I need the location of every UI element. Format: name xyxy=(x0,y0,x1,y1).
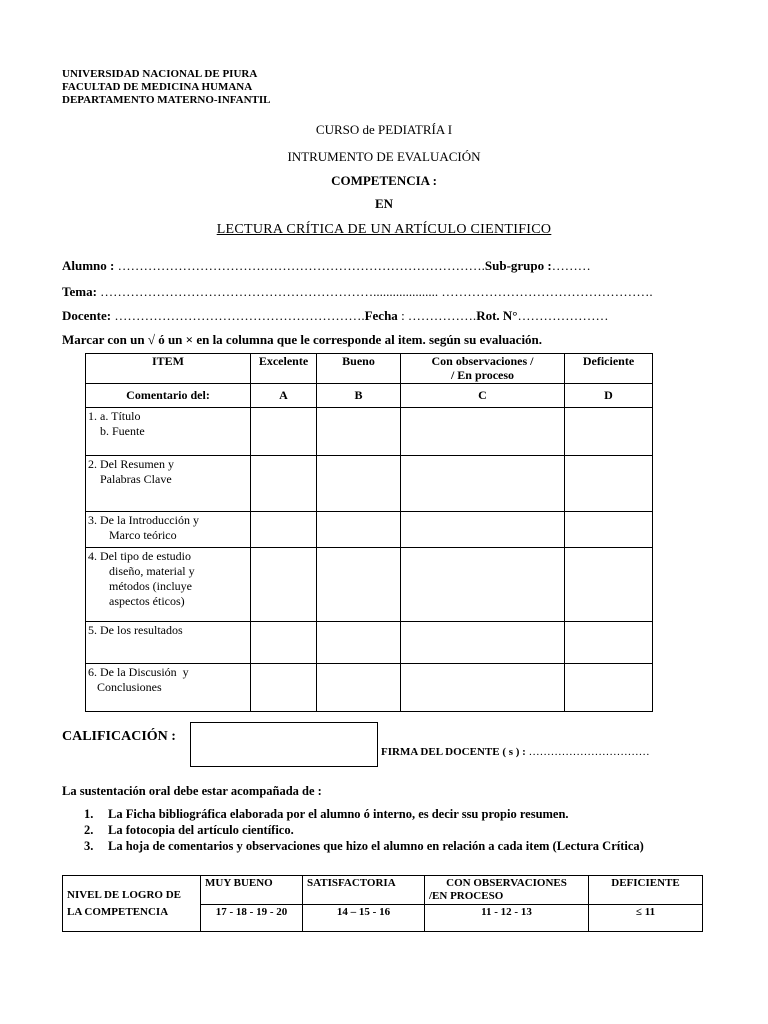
item-text: 1. a. Título xyxy=(88,409,141,423)
nivel-table xyxy=(62,875,703,932)
col-a-header xyxy=(251,354,317,384)
grade-cell-c[interactable] xyxy=(401,408,565,456)
fecha-dots: : ……………. xyxy=(397,308,477,323)
grade-cell-d[interactable] xyxy=(565,456,653,512)
grade-cell-b[interactable] xyxy=(317,622,401,664)
item-text: b. Fuente xyxy=(88,424,145,438)
list-item-number: 2. xyxy=(84,823,94,837)
level-name-line2: /EN PROCESO xyxy=(429,890,504,902)
tema-label: Tema: xyxy=(62,284,97,299)
item-header-cell xyxy=(86,354,251,384)
alumno-label: Alumno : xyxy=(62,258,115,273)
firma-label: FIRMA DEL DOCENTE ( s ) : xyxy=(381,746,526,758)
docente-dots: …………………………………………………. xyxy=(111,308,365,323)
item-text: Palabras Clave xyxy=(88,472,172,486)
item-text: aspectos éticos) xyxy=(88,594,185,608)
sustentacion-text: La sustentación oral debe estar acompañada de : xyxy=(62,784,322,798)
list-item-number: 3. xyxy=(84,839,94,853)
col-a-letter: A xyxy=(251,384,317,408)
item-text: 5. De los resultados xyxy=(88,623,183,637)
grade-cell-a[interactable] xyxy=(251,408,317,456)
item-cell xyxy=(86,456,251,512)
grade-cell-b[interactable] xyxy=(317,548,401,622)
alumno-dots: …………………………………………………………………………. xyxy=(114,258,485,273)
grade-cell-b[interactable] xyxy=(317,512,401,548)
item-text: Marco teórico xyxy=(88,528,177,542)
grade-cell-d[interactable] xyxy=(565,664,653,712)
item-cell xyxy=(86,664,251,712)
grade-cell-c[interactable] xyxy=(401,622,565,664)
col-c-header xyxy=(401,354,565,384)
faculty-name: FACULTAD DE MEDICINA HUMANA xyxy=(62,81,253,93)
grade-cell-d[interactable] xyxy=(565,622,653,664)
item-text: diseño, material y xyxy=(88,564,195,578)
instrument-title: INTRUMENTO DE EVALUACIÓN xyxy=(287,149,481,164)
grade-cell-c[interactable] xyxy=(401,512,565,548)
table-row xyxy=(86,512,653,548)
item-cell xyxy=(86,512,251,548)
item-text: 3. De la Introducción y xyxy=(88,513,199,527)
tema-dots: ……………………………………………………….................... …………………………………………. xyxy=(96,284,653,299)
table-row xyxy=(86,664,653,712)
col-c-letter: C xyxy=(401,384,565,408)
tema-field[interactable] xyxy=(62,284,653,300)
col-d-header xyxy=(565,354,653,384)
rot-label: Rot. N° xyxy=(476,308,518,323)
nivel-label-line2: LA COMPETENCIA xyxy=(67,905,169,918)
grade-cell-a[interactable] xyxy=(251,664,317,712)
comment-header: Comentario del: xyxy=(126,388,210,402)
item-cell xyxy=(86,408,251,456)
level-range-muy-bueno: 17 - 18 - 19 - 20 xyxy=(201,905,303,932)
col-b-label: Bueno xyxy=(342,354,375,368)
grade-cell-b[interactable] xyxy=(317,456,401,512)
item-header: ITEM xyxy=(151,354,184,368)
en-title: EN xyxy=(374,196,394,211)
item-text: 6. De la Discusión y xyxy=(88,665,189,679)
col-d-label: Deficiente xyxy=(582,354,635,368)
table-row xyxy=(86,622,653,664)
subgrupo-label: Sub-grupo : xyxy=(484,258,552,273)
grade-cell-a[interactable] xyxy=(251,548,317,622)
level-range-deficiente: ≤ 11 xyxy=(589,905,703,932)
grade-cell-a[interactable] xyxy=(251,456,317,512)
col-c-label2: / En proceso xyxy=(450,368,515,382)
institution-header xyxy=(62,68,271,107)
grade-cell-d[interactable] xyxy=(565,408,653,456)
grade-cell-c[interactable] xyxy=(401,664,565,712)
list-item xyxy=(84,806,644,822)
requirements-list xyxy=(84,806,644,854)
docente-label: Docente: xyxy=(62,308,112,323)
grade-cell-a[interactable] xyxy=(251,512,317,548)
col-c-label: Con observaciones / xyxy=(431,354,534,368)
grade-cell-a[interactable] xyxy=(251,622,317,664)
table-row xyxy=(86,408,653,456)
col-b-letter: B xyxy=(317,384,401,408)
level-range-satisfactoria: 14 – 15 - 16 xyxy=(303,905,425,932)
level-range-con-observaciones: 11 - 12 - 13 xyxy=(425,905,589,932)
item-cell xyxy=(86,548,251,622)
firma-dots: …………………………… xyxy=(525,746,650,758)
level-name-deficiente: DEFICIENTE xyxy=(589,876,703,905)
list-item xyxy=(84,838,644,854)
item-cell xyxy=(86,622,251,664)
grade-cell-b[interactable] xyxy=(317,664,401,712)
level-name-line1: CON OBSERVACIONES xyxy=(446,877,567,889)
course-title: CURSO de PEDIATRÍA I xyxy=(315,122,453,137)
grade-cell-c[interactable] xyxy=(401,456,565,512)
level-name-con-observaciones xyxy=(425,876,589,905)
item-text: Conclusiones xyxy=(88,680,162,694)
col-d-letter: D xyxy=(565,384,653,408)
grade-cell-c[interactable] xyxy=(401,548,565,622)
rot-dots: ………………… xyxy=(517,308,609,323)
level-name-satisfactoria: SATISFACTORIA xyxy=(303,876,425,905)
nivel-label-line1: NIVEL DE LOGRO DE xyxy=(67,888,181,901)
competence-title: COMPETENCIA : xyxy=(331,173,437,188)
col-b-header xyxy=(317,354,401,384)
item-text: 4. Del tipo de estudio xyxy=(88,549,191,563)
evaluation-table xyxy=(85,353,653,712)
topic-title: LECTURA CRÍTICA DE UN ARTÍCULO CIENTIFICO xyxy=(216,222,552,237)
comment-header-cell xyxy=(86,384,251,408)
fecha-label: Fecha xyxy=(364,308,398,323)
alumno-field[interactable] xyxy=(62,258,591,274)
docente-field[interactable] xyxy=(62,308,609,324)
instruction-text: Marcar con un √ ó un × en la columna que le corresponde al item. según su evaluación. xyxy=(62,332,543,347)
list-item-number: 1. xyxy=(84,807,94,821)
department-name: DEPARTAMENTO MATERNO-INFANTIL xyxy=(62,94,271,106)
item-text: 2. Del Resumen y xyxy=(88,457,174,471)
grade-cell-b[interactable] xyxy=(317,408,401,456)
subgrupo-dots: ……… xyxy=(551,258,591,273)
table-row xyxy=(86,456,653,512)
table-row xyxy=(86,548,653,622)
level-name-muy-bueno: MUY BUENO xyxy=(201,876,303,905)
calificacion-label: CALIFICACIÓN : xyxy=(62,729,176,744)
calificacion-box[interactable] xyxy=(190,722,378,767)
university-name: UNIVERSIDAD NACIONAL DE PIURA xyxy=(62,68,258,80)
col-a-label: Excelente xyxy=(258,354,309,368)
item-text: métodos (incluye xyxy=(88,579,192,593)
nivel-label-cell xyxy=(63,876,201,932)
list-item-text: La fotocopia del artículo científico. xyxy=(108,823,294,837)
firma-field[interactable] xyxy=(381,746,650,758)
list-item-text: La hoja de comentarios y observaciones que hizo el alumno en relación a cada item (Lectura Crítica) xyxy=(108,839,644,853)
list-item-text: La Ficha bibliográfica elaborada por el alumno ó interno, es decir ssu propio resumen. xyxy=(108,807,569,821)
grade-cell-d[interactable] xyxy=(565,548,653,622)
list-item xyxy=(84,822,644,838)
grade-cell-d[interactable] xyxy=(565,512,653,548)
